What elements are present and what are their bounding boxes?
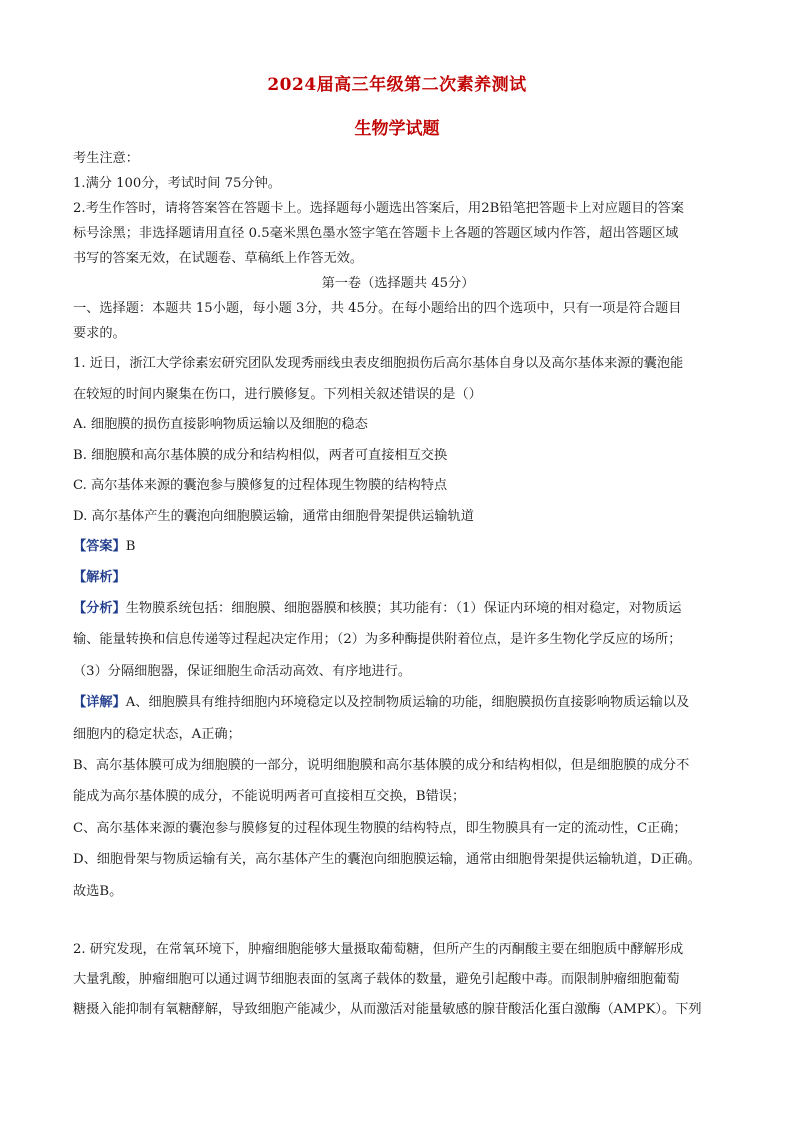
notice-line: 书写的答案无效，在试题卷、草稿纸上作答无效。 [73, 251, 364, 266]
answer-value: B [125, 539, 136, 554]
fenxi-tag: 【分析】 [73, 601, 126, 616]
xiangjie-tag: 【详解】 [73, 695, 126, 711]
question-stem-line: 2. 研究发现，在常氧环境下，肿瘤细胞能够大量摄取葡萄糖，但所产生的丙酮酸主要在细胞质中酵解形成 [73, 941, 684, 957]
question-stem-line: 1. 近日，浙江大学徐素宏研究团队发现秀丽线虫表皮细胞损伤后高尔基体自身以及高尔基体来源的囊泡能 [73, 356, 684, 371]
option-a: A. 细胞膜的损伤直接影响物质运输以及细胞的稳态 [73, 417, 368, 432]
notice-line: 1.满分 100分，考试时间 75分钟。 [73, 176, 281, 191]
notice-heading: 考生注意： [73, 151, 139, 166]
notice-block [73, 146, 723, 346]
answer-line [73, 532, 723, 563]
xiangjie-line: D、细胞骨架与物质运输有关，高尔基体产生的囊泡向细胞膜运输，通常由细胞骨架提供运输轨道，D正确。 [73, 852, 701, 868]
xiangjie-text: A、细胞膜具有维持细胞内环境稳定以及控制物质运输的功能，细胞膜损伤直接影响物质运输以及 [125, 695, 690, 711]
option-d: D. 高尔基体产生的囊泡向细胞膜运输，通常由细胞骨架提供运输轨道 [73, 508, 474, 524]
section-title: 第一卷（选择题共 45分） [321, 276, 475, 291]
question-stem-line: 在较短的时间内聚集在伤口，进行膜修复。下列相关叙述错误的是（） [73, 386, 482, 402]
analysis-tag: 【解析】 [73, 569, 126, 585]
exam-subtitle: 生物学试题 [354, 119, 440, 139]
fenxi-line: 输、能量转换和信息传递等过程起决定作用；（2）为多种酶提供附着位点，是许多生物化学反应的场所； [73, 632, 682, 648]
question-stem-line: 大量乳酸，肿瘤细胞可以通过调节细胞表面的氢离子载体的数量，避免引起酸中毒。而限制肿瘤细胞葡萄 [73, 971, 680, 987]
document-body [73, 146, 723, 1025]
question-1-analysis [73, 593, 723, 907]
fenxi-text: 生物膜系统包括：细胞膜、细胞器膜和核膜；其功能有：（1）保证内环境的相对稳定，对物质运 [125, 601, 682, 616]
question-2 [73, 935, 723, 1025]
xiangjie-line: 能成为高尔基体膜的成分，不能说明两者可直接相互交换，B错误； [73, 789, 466, 805]
spacer [73, 907, 723, 935]
option-c: C. 高尔基体来源的囊泡参与膜修复的过程体现生物膜的结构特点 [73, 478, 448, 493]
question-1 [73, 349, 723, 593]
xiangjie-line: B、高尔基体膜可成为细胞膜的一部分，说明细胞膜和高尔基体膜的成分和结构相似，但是细胞膜的成分不 [73, 757, 690, 773]
xiangjie-line: C、高尔基体来源的囊泡参与膜修复的过程体现生物膜的结构特点，即生物膜具有一定的流动性，C正确； [73, 820, 687, 836]
analysis-heading [73, 563, 723, 594]
xiangjie-line [73, 687, 723, 718]
xiangjie-line: 故选B。 [73, 883, 123, 899]
fenxi-line: （3）分隔细胞器，保证细胞生命活动高效、有序地进行。 [73, 663, 412, 679]
question-stem-line: 糖摄入能抑制有氧糖酵解，导致细胞产能减少，从而激活对能量敏感的腺苷酸活化蛋白激酶（AMPK）。下列 [73, 1001, 702, 1017]
option-b: B. 细胞膜和高尔基体膜的成分和结构相似，两者可直接相互交换 [73, 447, 448, 463]
xiangjie-line: 细胞内的稳定状态，A正确； [73, 726, 241, 742]
answer-tag: 【答案】 [73, 539, 126, 554]
section-instruction: 一、选择题：本题共 15小题，每小题 3分，共 45分。在每小题给出的四个选项中，只有一项是符合题目 [73, 301, 682, 316]
section-instruction: 要求的。 [73, 326, 126, 341]
notice-line: 2.考生作答时，请将答案答在答题卡上。选择题每小题选出答案后，用2B铅笔把答题卡上对应题目的答案 [73, 201, 684, 216]
notice-line: 标号涂黑；非选择题请用直径 0.5毫米黑色墨水签字笔在答题卡上各题的答题区域内作答，超出答题区域 [73, 226, 679, 241]
fenxi-line [73, 593, 723, 624]
exam-title: 2024届高三年级第二次素养测试 [267, 75, 527, 95]
